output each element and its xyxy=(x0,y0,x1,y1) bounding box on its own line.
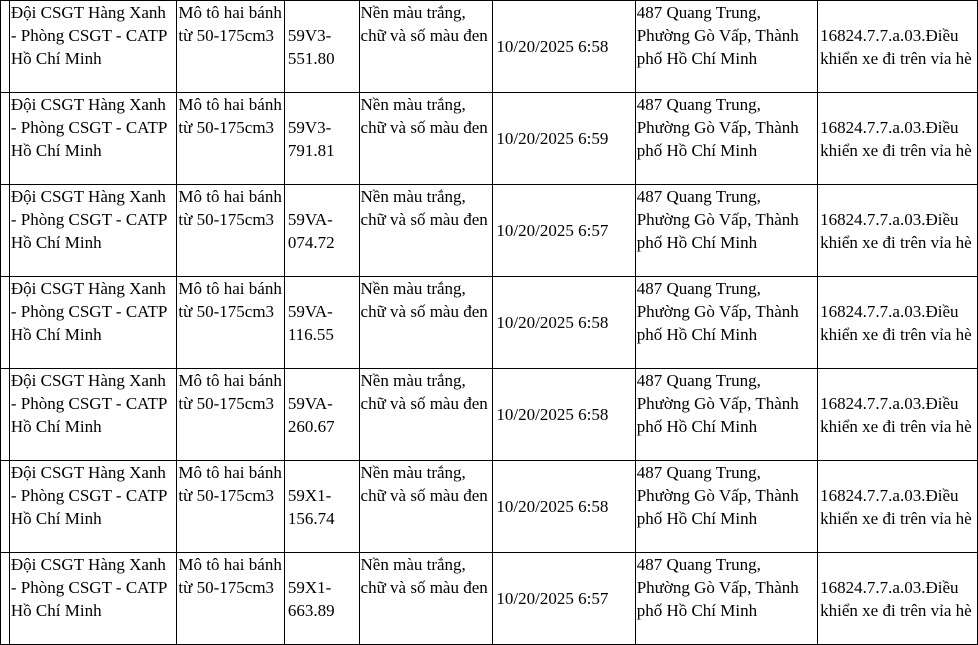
plate-number-cell: 59V3-551.80 xyxy=(284,1,359,93)
plate-number-cell: 59VA-074.72 xyxy=(284,185,359,277)
table-body xyxy=(1,1,978,645)
plate-color-cell: Nền màu trắng, chữ và số màu đen xyxy=(359,185,493,277)
location-cell: 487 Quang Trung, Phường Gò Vấp, Thành phố Hồ Chí Minh xyxy=(635,93,817,185)
time-cell: 10/20/2025 6:57 xyxy=(493,185,635,277)
time-cell: 10/20/2025 6:58 xyxy=(493,1,635,93)
plate-number-cell: 59V3-791.81 xyxy=(284,93,359,185)
unit-cell: Đội CSGT Hàng Xanh - Phòng CSGT - CATP Hồ Chí Minh xyxy=(9,1,177,93)
violation-cell: 16824.7.7.a.03.Điều khiển xe đi trên vỉa hè xyxy=(818,93,978,185)
time-cell: 10/20/2025 6:59 xyxy=(493,93,635,185)
violation-cell: 16824.7.7.a.03.Điều khiển xe đi trên vỉa hè xyxy=(818,185,978,277)
unit-cell: Đội CSGT Hàng Xanh - Phòng CSGT - CATP Hồ Chí Minh xyxy=(9,93,177,185)
table-row xyxy=(1,369,978,461)
unit-cell: Đội CSGT Hàng Xanh - Phòng CSGT - CATP Hồ Chí Minh xyxy=(9,553,177,645)
row-index-cell xyxy=(1,461,10,553)
plate-color-cell: Nền màu trắng, chữ và số màu đen xyxy=(359,93,493,185)
plate-color-cell: Nền màu trắng, chữ và số màu đen xyxy=(359,1,493,93)
plate-color-cell: Nền màu trắng, chữ và số màu đen xyxy=(359,277,493,369)
unit-cell: Đội CSGT Hàng Xanh - Phòng CSGT - CATP Hồ Chí Minh xyxy=(9,461,177,553)
location-cell: 487 Quang Trung, Phường Gò Vấp, Thành phố Hồ Chí Minh xyxy=(635,185,817,277)
table-row xyxy=(1,277,978,369)
plate-number-cell: 59VA-260.67 xyxy=(284,369,359,461)
location-cell: 487 Quang Trung, Phường Gò Vấp, Thành phố Hồ Chí Minh xyxy=(635,553,817,645)
vehicle-type-cell: Mô tô hai bánh từ 50-175cm3 xyxy=(177,461,284,553)
plate-color-cell: Nền màu trắng, chữ và số màu đen xyxy=(359,553,493,645)
violation-cell: 16824.7.7.a.03.Điều khiển xe đi trên vỉa hè xyxy=(818,277,978,369)
violation-cell: 16824.7.7.a.03.Điều khiển xe đi trên vỉa hè xyxy=(818,1,978,93)
table-row xyxy=(1,185,978,277)
location-cell: 487 Quang Trung, Phường Gò Vấp, Thành phố Hồ Chí Minh xyxy=(635,369,817,461)
unit-cell: Đội CSGT Hàng Xanh - Phòng CSGT - CATP Hồ Chí Minh xyxy=(9,185,177,277)
time-cell: 10/20/2025 6:57 xyxy=(493,553,635,645)
row-index-cell xyxy=(1,369,10,461)
plate-number-cell: 59X1-663.89 xyxy=(284,553,359,645)
location-cell: 487 Quang Trung, Phường Gò Vấp, Thành phố Hồ Chí Minh xyxy=(635,277,817,369)
vehicle-type-cell: Mô tô hai bánh từ 50-175cm3 xyxy=(177,369,284,461)
plate-color-cell: Nền màu trắng, chữ và số màu đen xyxy=(359,461,493,553)
violation-cell: 16824.7.7.a.03.Điều khiển xe đi trên vỉa hè xyxy=(818,553,978,645)
unit-cell: Đội CSGT Hàng Xanh - Phòng CSGT - CATP Hồ Chí Minh xyxy=(9,369,177,461)
row-index-cell xyxy=(1,553,10,645)
time-cell: 10/20/2025 6:58 xyxy=(493,277,635,369)
location-cell: 487 Quang Trung, Phường Gò Vấp, Thành phố Hồ Chí Minh xyxy=(635,461,817,553)
vehicle-type-cell: Mô tô hai bánh từ 50-175cm3 xyxy=(177,185,284,277)
plate-number-cell: 59X1-156.74 xyxy=(284,461,359,553)
row-index-cell xyxy=(1,185,10,277)
plate-color-cell: Nền màu trắng, chữ và số màu đen xyxy=(359,369,493,461)
table-row xyxy=(1,93,978,185)
plate-number-cell: 59VA-116.55 xyxy=(284,277,359,369)
vehicle-type-cell: Mô tô hai bánh từ 50-175cm3 xyxy=(177,93,284,185)
vehicle-type-cell: Mô tô hai bánh từ 50-175cm3 xyxy=(177,1,284,93)
time-cell: 10/20/2025 6:58 xyxy=(493,369,635,461)
table-row xyxy=(1,461,978,553)
row-index-cell xyxy=(1,1,10,93)
row-index-cell xyxy=(1,277,10,369)
row-index-cell xyxy=(1,93,10,185)
violation-cell: 16824.7.7.a.03.Điều khiển xe đi trên vỉa hè xyxy=(818,369,978,461)
unit-cell: Đội CSGT Hàng Xanh - Phòng CSGT - CATP Hồ Chí Minh xyxy=(9,277,177,369)
vehicle-type-cell: Mô tô hai bánh từ 50-175cm3 xyxy=(177,277,284,369)
time-cell: 10/20/2025 6:58 xyxy=(493,461,635,553)
table-row xyxy=(1,553,978,645)
vehicle-type-cell: Mô tô hai bánh từ 50-175cm3 xyxy=(177,553,284,645)
violation-cell: 16824.7.7.a.03.Điều khiển xe đi trên vỉa hè xyxy=(818,461,978,553)
location-cell: 487 Quang Trung, Phường Gò Vấp, Thành phố Hồ Chí Minh xyxy=(635,1,817,93)
table-row xyxy=(1,1,978,93)
